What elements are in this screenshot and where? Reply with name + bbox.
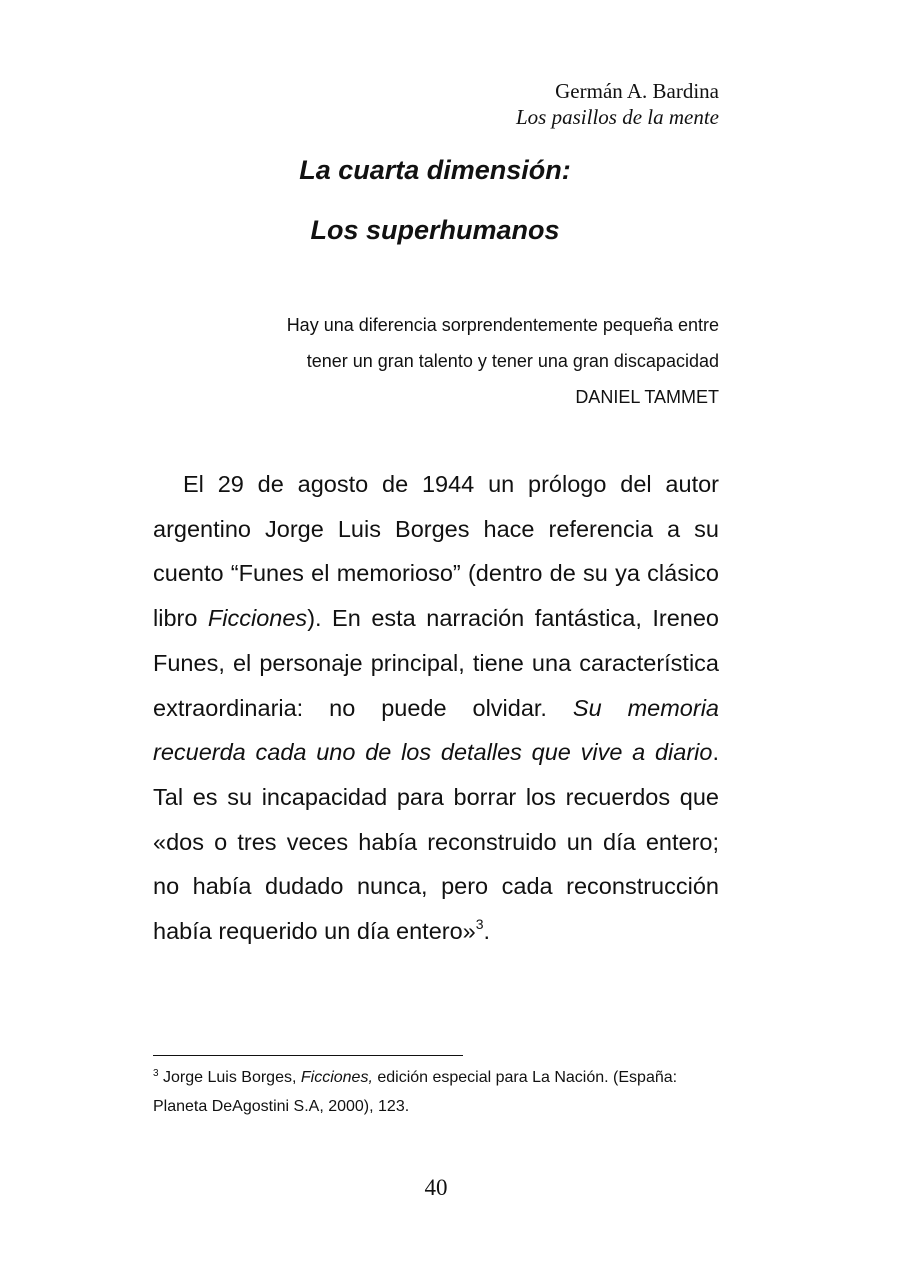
author-name: Germán A. Bardina bbox=[555, 79, 719, 103]
chapter-title-line-2: Los superhumanos bbox=[310, 215, 560, 245]
body-italic-book-title: Ficciones bbox=[207, 605, 308, 632]
footnote-divider bbox=[153, 1055, 463, 1056]
footnote-text: Jorge Luis Borges, bbox=[158, 1069, 301, 1086]
footnote-number: 3 bbox=[153, 1068, 159, 1079]
epigraph-line-2: tener un gran talento y tener una gran discapacidad bbox=[306, 351, 719, 371]
epigraph-attribution: DANIEL TAMMET bbox=[575, 387, 719, 407]
body-italic-emphasis: Su memoria recuerda cada uno de los detalles que vive a diario bbox=[153, 694, 719, 766]
footnote bbox=[153, 1063, 723, 1121]
epigraph bbox=[159, 307, 719, 415]
epigraph-line-1: Hay una diferencia sorprendentemente pequeña entre bbox=[286, 315, 719, 335]
footnote-reference[interactable]: 3 bbox=[475, 916, 484, 933]
body-text-segment: ). En esta narración fantástica, Ireneo Funes, el personaje principal, tiene una característica extraordinaria: no puede olvidar. bbox=[153, 605, 719, 721]
body-paragraph bbox=[153, 462, 719, 954]
page-number: 40 bbox=[424, 1175, 448, 1200]
book-title: Los pasillos de la mente bbox=[516, 105, 719, 129]
body-text-segment: El 29 de agosto de 1944 un prólogo del autor argentino Jorge Luis Borges hace referencia a su cuento “Funes el memorioso” (dentro de su ya clásico libro bbox=[153, 471, 719, 632]
chapter-title-line-1: La cuarta dimensión: bbox=[299, 155, 571, 185]
body-text-end: . bbox=[483, 918, 491, 945]
footnote-italic-title: Ficciones, bbox=[300, 1069, 373, 1086]
running-header bbox=[219, 78, 719, 130]
body-text-segment: . Tal es su incapacidad para borrar los recuerdos que «dos o tres veces había reconstruido un día entero; no había dudado nunca, pero cada reconstrucción había requerido un día entero» bbox=[153, 739, 719, 945]
footnote-text: edición especial para La Nación. (España: Planeta DeAgostini S.A, 2000), 123. bbox=[153, 1069, 678, 1115]
